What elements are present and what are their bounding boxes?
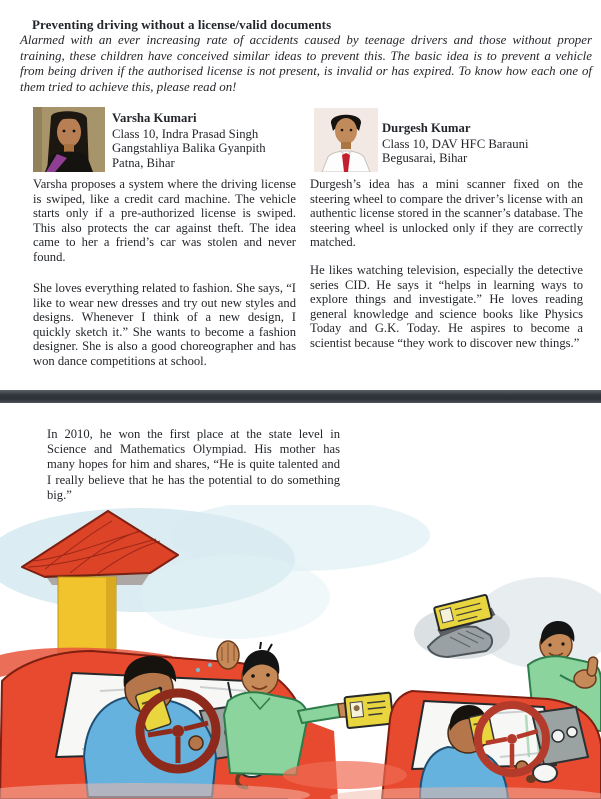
intro-paragraph: Alarmed with an ever increasing rate of accidents caused by teenage drivers and those without proper training, these children have conceived similar ideas to prevent this. The basic idea is to prevent a vehicle from being driven if the authorised license is not present, is invalid or has expired. To know how each one of them tried to achieve this, please read on! <box>20 33 592 94</box>
right-car <box>382 691 601 799</box>
thumb <box>587 657 599 677</box>
left-column-paragraph-1: Varsha proposes a system where the driving license is swiped, like a credit card machine. The vehicle starts only if a pre-authorized license is swiped. This also protects the car against theft. The idea came to her a friend’s car was stolen and never found. <box>33 177 296 264</box>
profile-line: Patna, Bihar <box>112 155 175 170</box>
page-title: Preventing driving without a license/valid documents <box>32 16 332 32</box>
profile-line: Class 10, DAV HFC Barauni <box>382 136 529 151</box>
left-column-paragraph-2: She loves everything related to fashion. She says, “I like to wear new dresses and try out new styles and designs. Whenever I think of a new design, I quickly sketch it.” She wants to become a fashion designer. She is also a good choreographer and has won dance competitions at school. <box>33 281 296 368</box>
license-scanner-illustration <box>0 505 601 799</box>
durgesh-photo <box>314 108 378 172</box>
right-column-paragraph-2: He likes watching television, especially the detective series CID. He says it “helps in learning ways to explore things and investigate.” He loves reading general knowledge and science books like Physics Today and G.K. Today. He aspires to become a scientist because “they work to discover new things.” <box>310 263 583 350</box>
profile-line: Class 10, Indra Prasad Singh <box>112 126 259 141</box>
varsha-photo <box>33 107 105 172</box>
profile-name: Varsha Kumari <box>112 111 197 125</box>
sweat-drop <box>196 668 200 672</box>
section-divider-bar <box>0 390 601 403</box>
right-column-paragraph-1: Durgesh’s idea has a mini scanner fixed on the steering wheel to compare the driver’s license with an authentic license stored in the scanner’s database. The steering wheel is unlocked only if they are correctly matched. <box>310 177 583 249</box>
profile-varsha <box>112 111 266 170</box>
profile-name: Durgesh Kumar <box>382 121 471 135</box>
continuation-paragraph: In 2010, he won the first place at the state level in Science and Mathematics Olympiad. His mother has many hopes for him and shares, “He is quite talented and I really believe that he has the potential to do something big.” <box>47 427 340 502</box>
license-card <box>344 693 393 729</box>
profile-line: Begusarai, Bihar <box>382 151 468 166</box>
profile-durgesh <box>382 121 529 166</box>
profile-line: Gangstahliya Balika Gyanpith <box>112 141 266 156</box>
sweat-drop <box>208 663 212 667</box>
